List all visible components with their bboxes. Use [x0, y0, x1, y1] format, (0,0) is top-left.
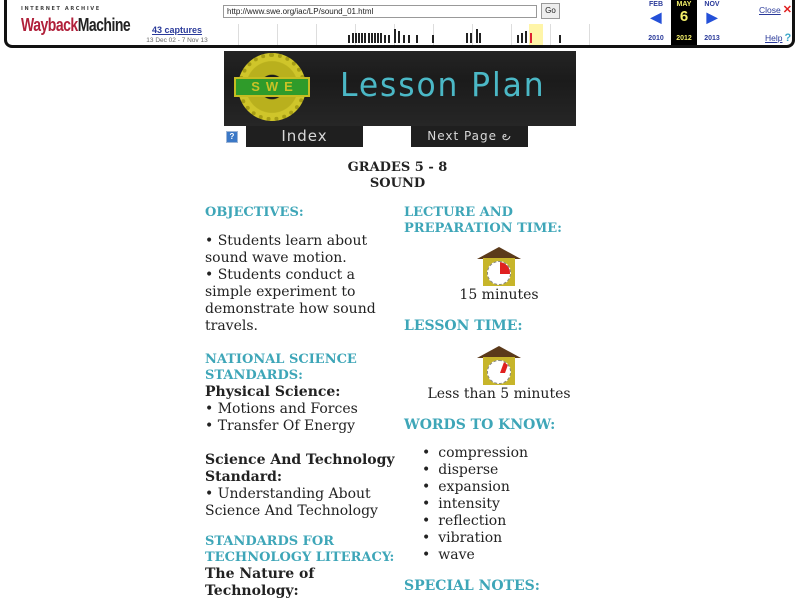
wayback-toolbar: [4, 0, 795, 48]
logo-wayback-machine: [21, 13, 130, 36]
word-item: • expansion: [422, 479, 594, 496]
next-year[interactable]: 2013: [704, 35, 720, 42]
clock-icon: [475, 346, 523, 386]
prev-month: FEB: [649, 1, 663, 8]
lesson-time-value: Less than 5 minutes: [427, 386, 571, 402]
help-button[interactable]: [765, 32, 791, 44]
words-heading: WORDS TO KNOW:: [404, 417, 556, 433]
words-list: [404, 445, 594, 564]
help-icon[interactable]: ?: [784, 32, 792, 44]
close-icon[interactable]: ✕: [782, 4, 792, 16]
objective-item: • Students conduct a simple experiment to demonstrate how sound travels.: [205, 267, 376, 334]
captures-range: 13 Dec 02 - 7 Nov 13: [146, 37, 208, 44]
lesson-plan-banner: [224, 51, 576, 126]
objectives-heading: OBJECTIVES:: [205, 205, 304, 220]
current-year: 2012: [676, 35, 692, 42]
index-link[interactable]: Index: [246, 126, 363, 147]
word-item: • intensity: [422, 496, 594, 513]
word-item: • compression: [422, 445, 594, 462]
swe-gear-logo: [232, 53, 312, 125]
logo-word-wayback: Wayback: [21, 14, 78, 36]
next-capture[interactable]: [699, 0, 725, 45]
prev-capture[interactable]: [643, 0, 669, 45]
logo-internet-archive: INTERNET ARCHIVE: [21, 6, 101, 12]
banner-title: Lesson Plan: [340, 65, 546, 104]
wayback-logo[interactable]: [21, 6, 131, 38]
word-item: • vibration: [422, 530, 594, 547]
page-heading: [300, 160, 495, 192]
grades-label: GRADES 5 - 8: [347, 160, 448, 175]
captures-link[interactable]: 43 captures: [151, 25, 203, 35]
next-month: NOV: [704, 1, 720, 8]
standard-item: • Understanding About Science And Technology: [205, 486, 378, 519]
nss-heading: NATIONAL SCIENCE STANDARDS:: [205, 352, 357, 383]
prev-year[interactable]: 2010: [648, 35, 664, 42]
next-page-link[interactable]: Next Page ౿: [411, 126, 528, 147]
standard-item: • Transfer Of Energy: [205, 418, 356, 434]
prev-arrow-icon[interactable]: ◀: [650, 9, 662, 25]
swe-logo-text: SWE: [234, 77, 310, 97]
clock-icon: [475, 247, 523, 287]
close-button[interactable]: [759, 3, 792, 16]
stl-heading: STANDARDS FOR TECHNOLOGY LITERACY:: [205, 534, 395, 565]
go-button[interactable]: Go: [541, 3, 560, 19]
subject-label: SOUND: [369, 176, 426, 191]
capture-sparkline[interactable]: [220, 24, 620, 45]
prep-time-heading: LECTURE AND PREPARATION TIME:: [404, 205, 562, 236]
word-item: • disperse: [422, 462, 594, 479]
standard-item: • Motions and Forces: [205, 401, 358, 417]
sci-tech-heading: Science And Technology Standard:: [205, 452, 395, 485]
lesson-time-heading: LESSON TIME:: [404, 318, 523, 334]
current-capture: [671, 0, 697, 45]
word-item: • reflection: [422, 513, 594, 530]
logo-word-machine: Machine: [77, 14, 131, 36]
captures-info: [137, 25, 217, 44]
physical-science-heading: Physical Science:: [205, 384, 341, 400]
close-label: Close: [759, 5, 781, 15]
special-notes-heading: SPECIAL NOTES:: [404, 578, 540, 594]
help-label: Help: [765, 33, 783, 43]
word-item: • wave: [422, 547, 594, 564]
current-month: MAY: [676, 1, 692, 8]
current-day: 6: [679, 8, 689, 25]
date-navigator: [643, 0, 725, 45]
prep-time-value: 15 minutes: [459, 287, 539, 303]
page-help-icon[interactable]: ?: [226, 131, 238, 143]
left-column: [205, 205, 400, 600]
url-input[interactable]: http://www.swe.org/iac/LP/sound_01.html: [223, 5, 537, 18]
objective-item: • Students learn about sound wave motion.: [205, 233, 368, 266]
nature-of-technology-heading: The Nature of Technology:: [205, 566, 315, 599]
right-column: [404, 205, 594, 594]
next-arrow-icon[interactable]: ▶: [706, 9, 718, 25]
